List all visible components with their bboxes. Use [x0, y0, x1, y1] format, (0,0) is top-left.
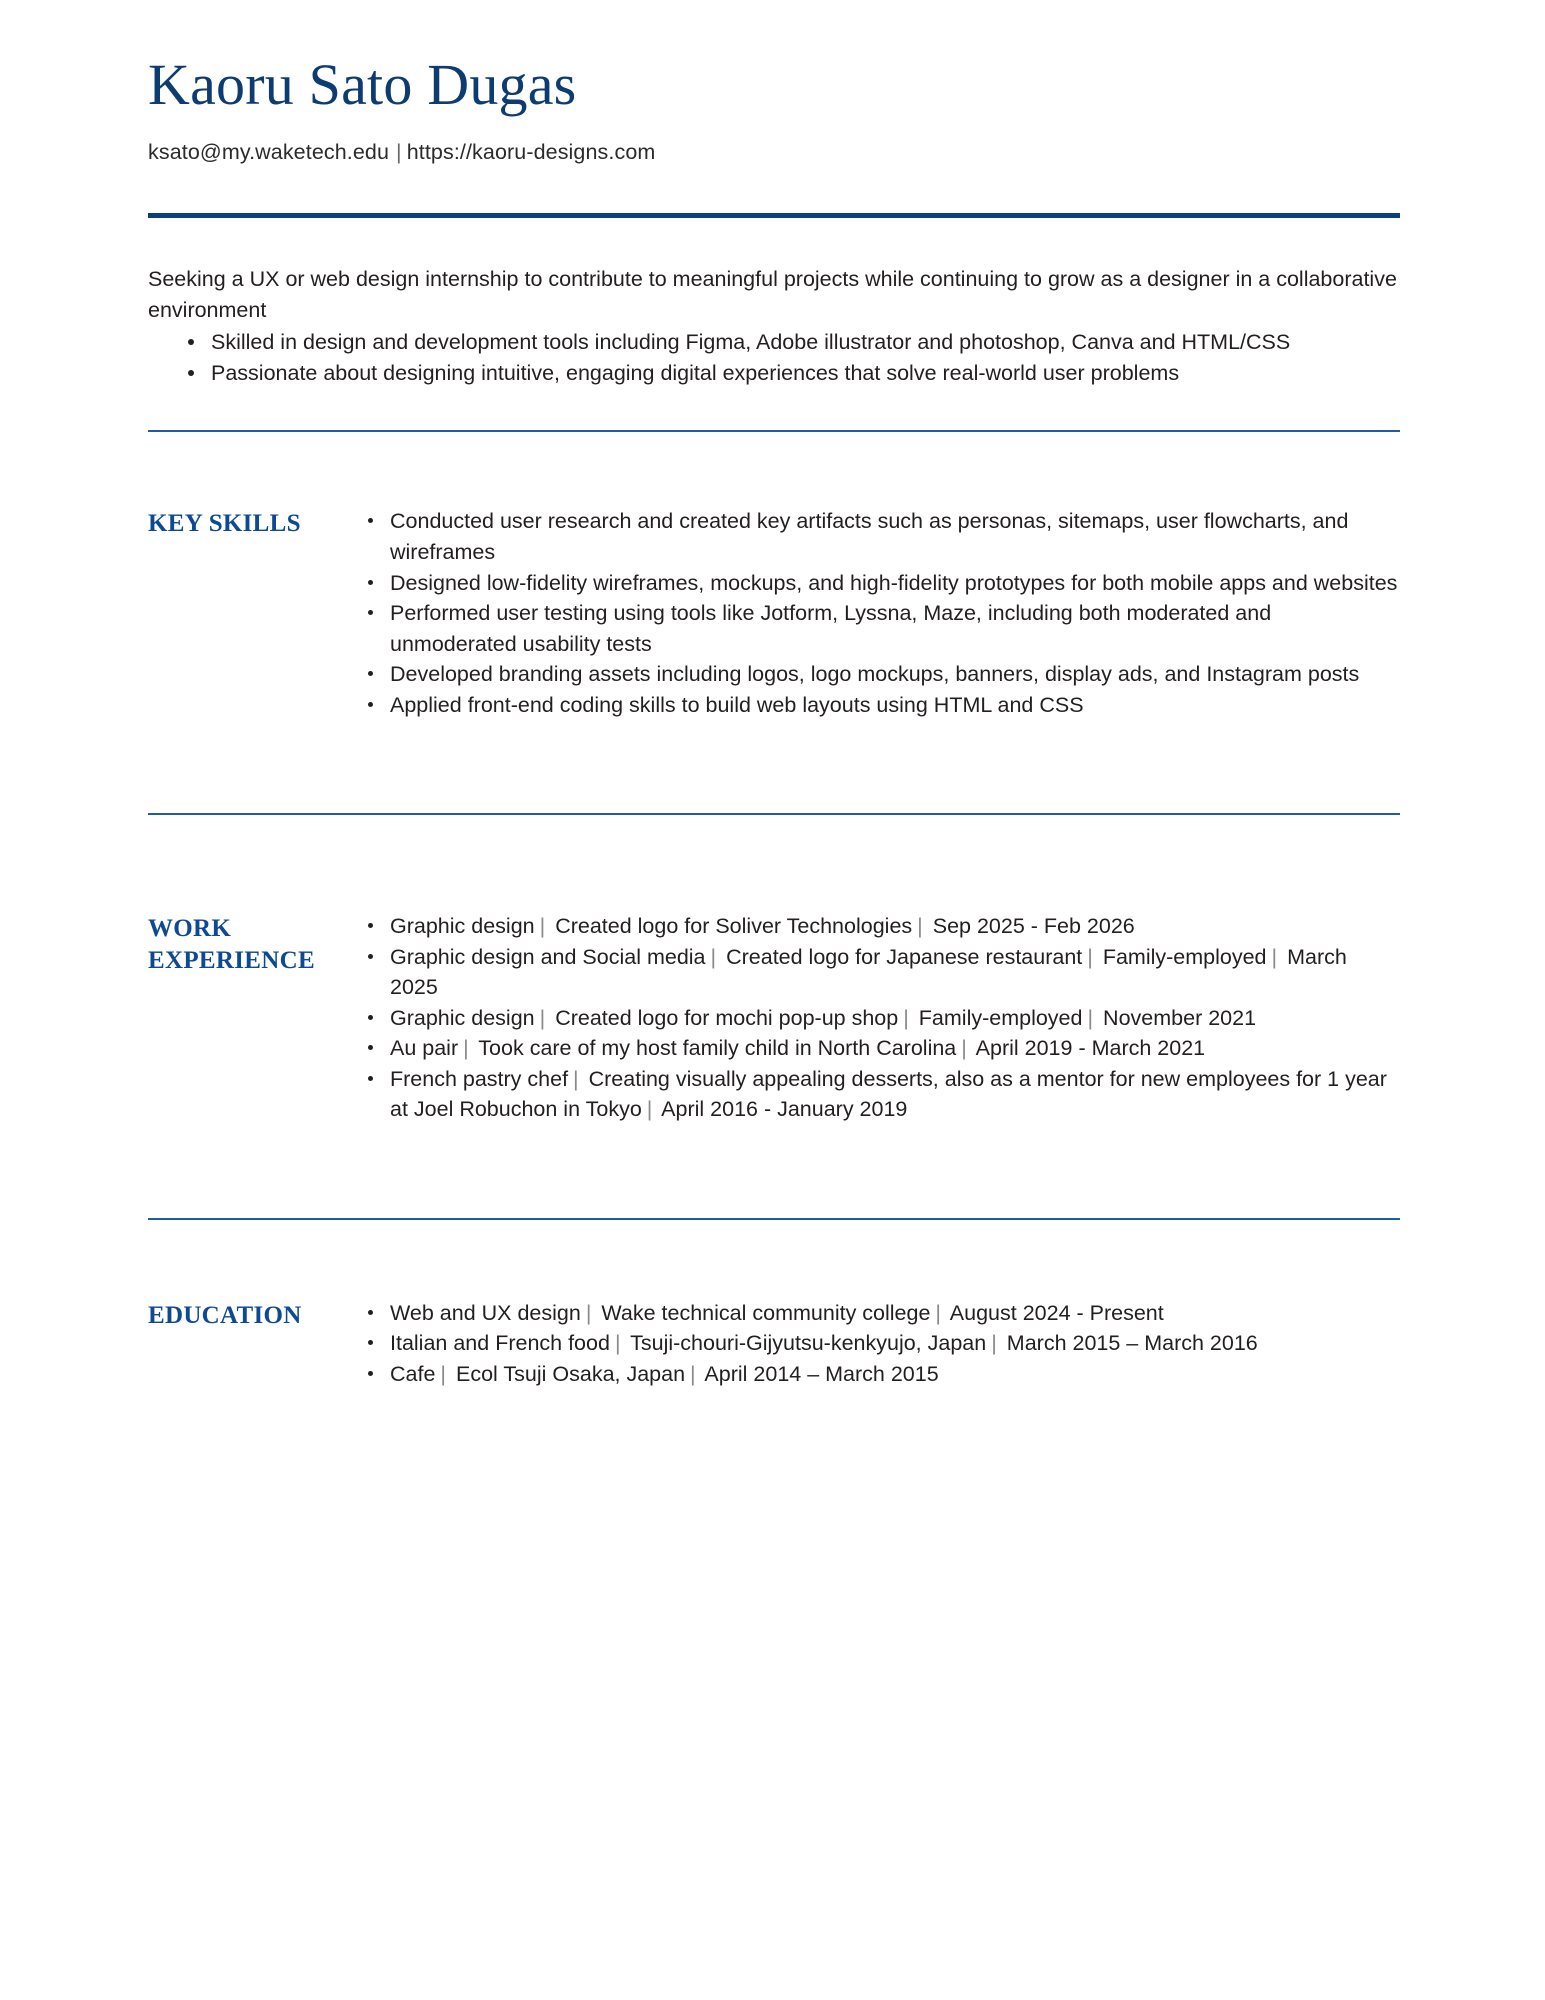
list-item: Graphic design | Created logo for mochi pop-up shop | Family-employed | November 2021 [362, 1003, 1400, 1034]
list-item: Cafe | Ecol Tsuji Osaka, Japan | April 2014 – March 2015 [362, 1359, 1400, 1390]
section-heading-work-experience [148, 911, 362, 977]
field-separator: | [710, 944, 717, 969]
field-separator: | [614, 1331, 621, 1356]
field-separator: | [903, 1005, 909, 1030]
work-experience-bullet-list [362, 911, 1400, 1125]
list-item: Performed user testing using tools like Jotform, Lyssna, Maze, including both moderated and unmoderated usability tests [362, 598, 1400, 659]
list-item: Au pair | Took care of my host family child in North Carolina | April 2019 - March 2021 [362, 1033, 1400, 1064]
field-separator: | [539, 914, 546, 939]
spacer [148, 1220, 1400, 1298]
header-divider [148, 213, 1400, 218]
key-skills-bullet-list [362, 506, 1400, 720]
education-body [362, 1298, 1400, 1390]
section-heading-line1: WORK [148, 915, 232, 943]
list-item: Graphic design | Created logo for Soliver Technologies | Sep 2025 - Feb 2026 [362, 911, 1400, 942]
work-experience-body [362, 911, 1400, 1125]
list-item: Skilled in design and development tools including Figma, Adobe illustrator and photoshop, Canva and HTML/CSS [184, 327, 1400, 358]
education-bullet-list [362, 1298, 1400, 1390]
field-separator: | [991, 1331, 997, 1356]
field-separator: | [440, 1361, 447, 1386]
field-separator: | [585, 1300, 592, 1325]
summary-section [148, 264, 1400, 388]
spacer [148, 432, 1400, 506]
contact-separator: | [396, 140, 402, 165]
field-separator: | [1087, 1005, 1094, 1030]
list-item: Italian and French food | Tsuji-chouri-Gijyutsu-kenkyujo, Japan | March 2015 – March 2016 [362, 1328, 1400, 1359]
spacer [148, 1125, 1400, 1218]
list-item: Developed branding assets including logos, logo mockups, banners, display ads, and Instagram posts [362, 659, 1400, 690]
resume-header [148, 0, 1400, 167]
list-item: Graphic design and Social media | Created logo for Japanese restaurant | Family-employed | March 2025 [362, 942, 1400, 1003]
summary-statement: Seeking a UX or web design internship to contribute to meaningful projects while continuing to grow as a designer in a collaborative environment [148, 267, 1397, 322]
email-text: ksato@my.waketech.edu [148, 140, 390, 165]
field-separator: | [463, 1036, 469, 1061]
field-separator: | [539, 1005, 546, 1030]
field-separator: | [646, 1097, 653, 1122]
spacer [148, 388, 1400, 430]
spacer [148, 720, 1400, 813]
field-separator: | [935, 1300, 942, 1325]
work-experience-section [148, 911, 1400, 1125]
list-item: Applied front-end coding skills to build web layouts using HTML and CSS [362, 690, 1400, 721]
spacer [148, 815, 1400, 911]
field-separator: | [961, 1036, 967, 1061]
page-title: Kaoru Sato Dugas [148, 52, 577, 117]
contact-line [148, 139, 1400, 167]
section-heading-key-skills: KEY SKILLS [148, 510, 301, 538]
field-separator: | [917, 914, 923, 939]
list-item: French pastry chef | Creating visually appealing desserts, also as a mentor for new employees for 1 year at Joel Robuchon in Tokyo | April 2016 - January 2019 [362, 1064, 1400, 1125]
list-item: Conducted user research and created key artifacts such as personas, sitemaps, user flowcharts, and wireframes [362, 506, 1400, 567]
list-item: Web and UX design | Wake technical community college | August 2024 - Present [362, 1298, 1400, 1329]
field-separator: | [690, 1361, 696, 1386]
key-skills-body [362, 506, 1400, 720]
list-item: Passionate about designing intuitive, engaging digital experiences that solve real-world user problems [184, 358, 1400, 389]
education-section [148, 1298, 1400, 1390]
website-text: https://kaoru-designs.com [406, 140, 656, 165]
field-separator: | [573, 1066, 579, 1091]
section-heading-education: EDUCATION [148, 1301, 302, 1329]
field-separator: | [1087, 944, 1093, 969]
field-separator: | [1271, 944, 1278, 969]
section-heading-line2: EXPERIENCE [148, 947, 315, 975]
key-skills-section [148, 506, 1400, 720]
summary-bullet-list [148, 327, 1400, 388]
list-item: Designed low-fidelity wireframes, mockups, and high-fidelity prototypes for both mobile apps and websites [362, 568, 1400, 599]
